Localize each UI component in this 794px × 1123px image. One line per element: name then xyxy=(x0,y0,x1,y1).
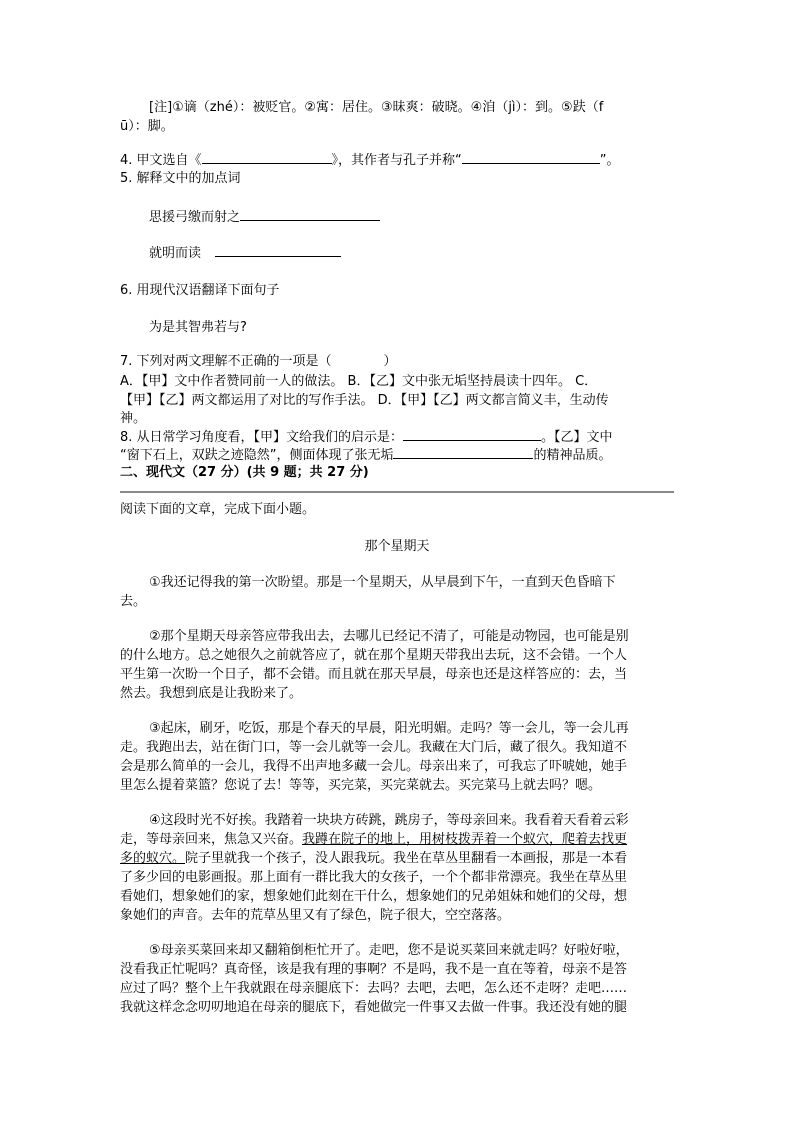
paragraph-5-line: ⑤母亲买菜回来却又翻箱倒柜忙开了。走吧，您不是说买菜回来就走吗？好啦好啦， xyxy=(149,943,629,958)
paragraph-5-line: 没看我正忙呢吗？真奇怪，该是我有理的事啊？不是吗，我不是一直在等着，母亲不是答 xyxy=(120,962,628,977)
paragraph-2-line: 的什么地方。总之她很久之前就答应了，就在那个星期天带我出去玩，这不会错。一个人 xyxy=(120,648,628,663)
paragraph-5-line: 应过了吗？整个上午我就跟在母亲腿底下：去吗？去吧，去吧，怎么还不走呀？走吧…… xyxy=(120,981,628,996)
paragraph-3-line: 会是那么简单的一会儿，我得不出声地多藏一会儿。母亲出来了，可我忘了吓唬她，她手 xyxy=(120,759,628,774)
q4-blank-1[interactable] xyxy=(202,150,332,164)
paragraph-4-line: ④这段时光不好挨。我踏着一块块方砖跳，跳房子，等母亲回来。我看着天看着云彩 xyxy=(149,813,629,828)
paragraph-5-line: 我就这样念念叨叨地追在母亲的腿底下，看她做完一件事又去做一件事。我还没有她的腿 xyxy=(120,1000,628,1015)
paragraph-4-line: 象她们的声音。去年的荒草丛里又有了绿色，院子很大，空空落落。 xyxy=(120,908,511,923)
section-instruction: 阅读下面的文章，完成下面小题。 xyxy=(120,502,316,517)
paragraph-2-line: 平生第一次盼一个日子，都不会错。而且就在那天早晨，母亲也还是这样答应的：去，当 xyxy=(120,667,628,682)
q8-blank-1[interactable] xyxy=(403,427,541,441)
paragraph-4-line: 看她们，想象她们的家，想象她们此刻在干什么，想象她们的兄弟姐妹和她们的父母，想 xyxy=(120,889,628,904)
paragraph-1-line: 去。 xyxy=(120,594,147,609)
article-title: 那个星期天 xyxy=(364,539,430,554)
q4-middle: 》，其作者与孔子并称“ xyxy=(331,153,462,168)
paragraph-2-line: ②那个星期天母亲答应带我出去，去哪儿已经记不清了，可能是动物园，也可能是别 xyxy=(149,629,629,644)
paragraph-2-line: 然去。我想到底是让我盼来了。 xyxy=(120,686,303,701)
paragraph-4-line: 走，等母亲回来，焦急又兴奋。我蹲在院子的地上，用树枝拨弄着一个蚁穴，爬着去找更 xyxy=(120,832,628,847)
paragraph-3-line: 里怎么提着菜篮？您说了去！等等，买完菜，买完菜就去。买完菜马上就去吗？嗯。 xyxy=(120,778,602,793)
q5-blank-1[interactable] xyxy=(240,207,380,221)
q5-blank-2[interactable] xyxy=(215,243,341,257)
underlined-sentence: 多的蚁穴。 xyxy=(120,851,186,866)
question-5-label: 5. 解释文中的加点词 xyxy=(120,171,241,186)
paragraph-3-line: ③起床，刷牙，吃饭，那是个春天的早晨，阳光明媚。走吗？等一会儿，等一会儿再 xyxy=(149,721,629,736)
question-6-label: 6. 用现代汉语翻译下面句子 xyxy=(120,283,280,298)
paragraph-4-line: 多的蚁穴。院子里就我一个孩子，没人跟我玩。我坐在草丛里翻看一本画报，那是一本看 xyxy=(120,851,628,866)
question-7-options-3: 神。 xyxy=(120,411,147,426)
section-divider xyxy=(120,491,674,493)
q4-prefix: 4. 甲文选自《 xyxy=(120,153,202,168)
note-line-1: [注]①谪（zhé）：被贬官。②寓：居住。③昧爽：破晓。④洎（jì）：到。⑤趺（f xyxy=(149,100,604,115)
paragraph-3-line: 走。我跑出去，站在街门口，等一会儿就等一会儿。我藏在大门后，藏了很久。我知道不 xyxy=(120,740,628,755)
question-7-options-1: A．【甲】文中作者赞同前一人的做法。 B．【乙】文中张无垢坚持晨读十四年。 C． xyxy=(120,374,598,389)
question-7-label: 7. 下列对两文理解不正确的一项是（ ） xyxy=(120,354,397,369)
q4-suffix: ”。 xyxy=(599,153,620,168)
section-heading: 二、现代文（27 分）(共 9 题；共 27 分) xyxy=(120,465,369,480)
underlined-sentence: 我蹲在院子的地上，用树枝拨弄着一个蚁穴，爬着去找更 xyxy=(302,832,628,847)
q8-blank-2[interactable] xyxy=(393,445,533,459)
note-line-2: ū）：脚。 xyxy=(120,119,174,134)
question-5-item-1: 思援弓缴而射之 xyxy=(149,207,380,227)
paragraph-1-line: ①我还记得我的第一次盼望。那是一个星期天，从早晨到下午，一直到天色昏暗下 xyxy=(149,575,616,590)
question-5-item-2: 就明而读 xyxy=(149,243,341,263)
paragraph-4-line: 了多少回的电影画报。那上面有一群比我大的女孩子，一个个都非常漂亮。我坐在草丛里 xyxy=(120,870,628,885)
question-7-options-2: 【甲】【乙】两文都运用了对比的写作手法。 D．【甲】【乙】两文都言简义丰，生动传 xyxy=(120,393,609,408)
question-6-item: 为是其智弗若与? xyxy=(149,320,247,335)
question-4 xyxy=(120,150,620,170)
question-8-line-2: “窗下石上，双趺之迹隐然”，侧面体现了张无垢 的精神品质。 xyxy=(120,445,612,465)
question-8-line-1: 8. 从日常学习角度看，【甲】文给我们的启示是： 。【乙】文中 xyxy=(120,427,613,447)
q4-blank-2[interactable] xyxy=(462,150,600,164)
